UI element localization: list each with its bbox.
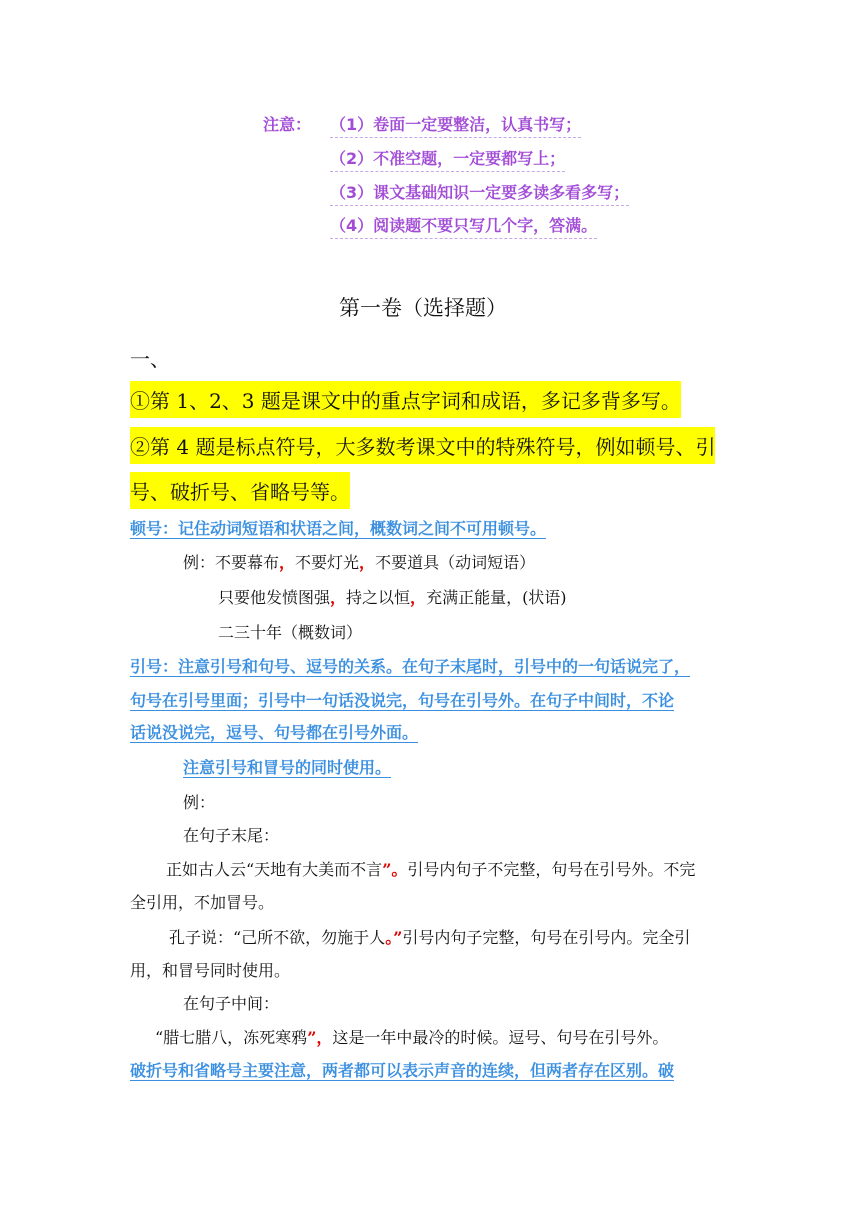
yinhao-ex1-a: 正如古人云“天地有大美而不言 bbox=[166, 860, 383, 879]
yinhao-rule-line-3: 话说没说完，逗号、句号都在引号外面。 bbox=[130, 723, 419, 742]
section-title: 第一卷（选择题） bbox=[339, 296, 507, 320]
dunhao-ex1-comma-1: ， bbox=[279, 553, 296, 572]
dunhao-ex1-comma-2: ， bbox=[359, 553, 376, 572]
dunhao-example-2 bbox=[218, 585, 567, 608]
notice-label: 注意： bbox=[263, 115, 312, 134]
yinhao-middle-label: 在句子中间： bbox=[183, 994, 280, 1013]
dunhao-ex2-b: 持之以恒 bbox=[346, 588, 411, 607]
dunhao-ex2-comma-1: ， bbox=[330, 588, 347, 607]
notice-item-4: （4）阅读题不要只写几个字，答满。 bbox=[330, 213, 597, 239]
highlight-line-2: ②第 4 题是标点符号，大多数考课文中的特殊符号，例如顿号、引 bbox=[130, 427, 715, 464]
highlight-line-1: ①第 1、2、3 题是课文中的重点字词和成语，多记多背多写。 bbox=[130, 381, 681, 418]
yinhao-example-3 bbox=[155, 1025, 668, 1048]
yinhao-example-1-cont: 全引用，不加冒号。 bbox=[130, 893, 275, 912]
yinhao-rule-line-4: 注意引号和冒号的同时使用。 bbox=[183, 758, 392, 777]
yinhao-ex3-punct: ”， bbox=[307, 1028, 333, 1047]
notice-item-1: （1）卷面一定要整洁，认真书写； bbox=[330, 112, 581, 138]
yinhao-ex1-punct: ”。 bbox=[382, 860, 408, 879]
yinhao-end-label: 在句子末尾： bbox=[183, 826, 280, 845]
part-one-label: 一、 bbox=[130, 347, 170, 371]
dunhao-example-3: 二三十年（概数词） bbox=[218, 623, 363, 642]
yinhao-ex3-a: “腊七腊八，冻死寒鸦 bbox=[155, 1028, 308, 1047]
dunhao-rule: 顿号：记住动词短语和状语之间，概数词之间不可用顿号。 bbox=[130, 519, 547, 538]
dunhao-example-1 bbox=[183, 550, 535, 573]
dunhao-ex1-a: 例：不要幕布 bbox=[183, 553, 280, 572]
dunhao-ex1-c: 不要道具（动词短语） bbox=[375, 553, 536, 572]
notice-item-2: （2）不准空题，一定要都写上； bbox=[330, 146, 565, 172]
highlight-line-3: 号、破折号、省略号等。 bbox=[130, 472, 350, 509]
yinhao-example-2 bbox=[169, 925, 690, 948]
dunhao-ex2-a: 只要他发愤图强 bbox=[218, 588, 331, 607]
pozhe-rule: 破折号和省略号主要注意，两者都可以表示声音的连续，但两者存在区别。破 bbox=[130, 1061, 675, 1080]
notice-item-3: （3）课文基础知识一定要多读多看多写； bbox=[330, 180, 629, 206]
yinhao-ex3-b: 这是一年中最冷的时候。逗号、句号在引号外。 bbox=[332, 1028, 669, 1047]
yinhao-ex2-b: 引号内句子完整，句号在引号内。完全引 bbox=[402, 928, 691, 947]
yinhao-ex2-punct: 。” bbox=[385, 928, 403, 947]
yinhao-example-2-cont: 用，和冒号同时使用。 bbox=[130, 961, 291, 980]
yinhao-rule-line-2: 句号在引号里面；引号中一句话没说完，句号在引号外。在句子中间时，不论 bbox=[130, 691, 675, 710]
yinhao-ex2-a: 孔子说：“己所不欲，勿施于人 bbox=[169, 928, 386, 947]
dunhao-ex1-b: 不要灯光 bbox=[295, 553, 360, 572]
yinhao-ex1-b: 引号内句子不完整，句号在引号外。不完 bbox=[407, 860, 696, 879]
yinhao-rule-line-1: 引号：注意引号和句号、逗号的关系。在句子末尾时，引号中的一句话说完了， bbox=[130, 657, 691, 676]
dunhao-ex2-comma-2: ， bbox=[410, 588, 427, 607]
yinhao-example-label: 例： bbox=[183, 793, 216, 812]
yinhao-example-1 bbox=[166, 857, 695, 880]
dunhao-ex2-c: 充满正能量，(状语) bbox=[426, 588, 567, 607]
